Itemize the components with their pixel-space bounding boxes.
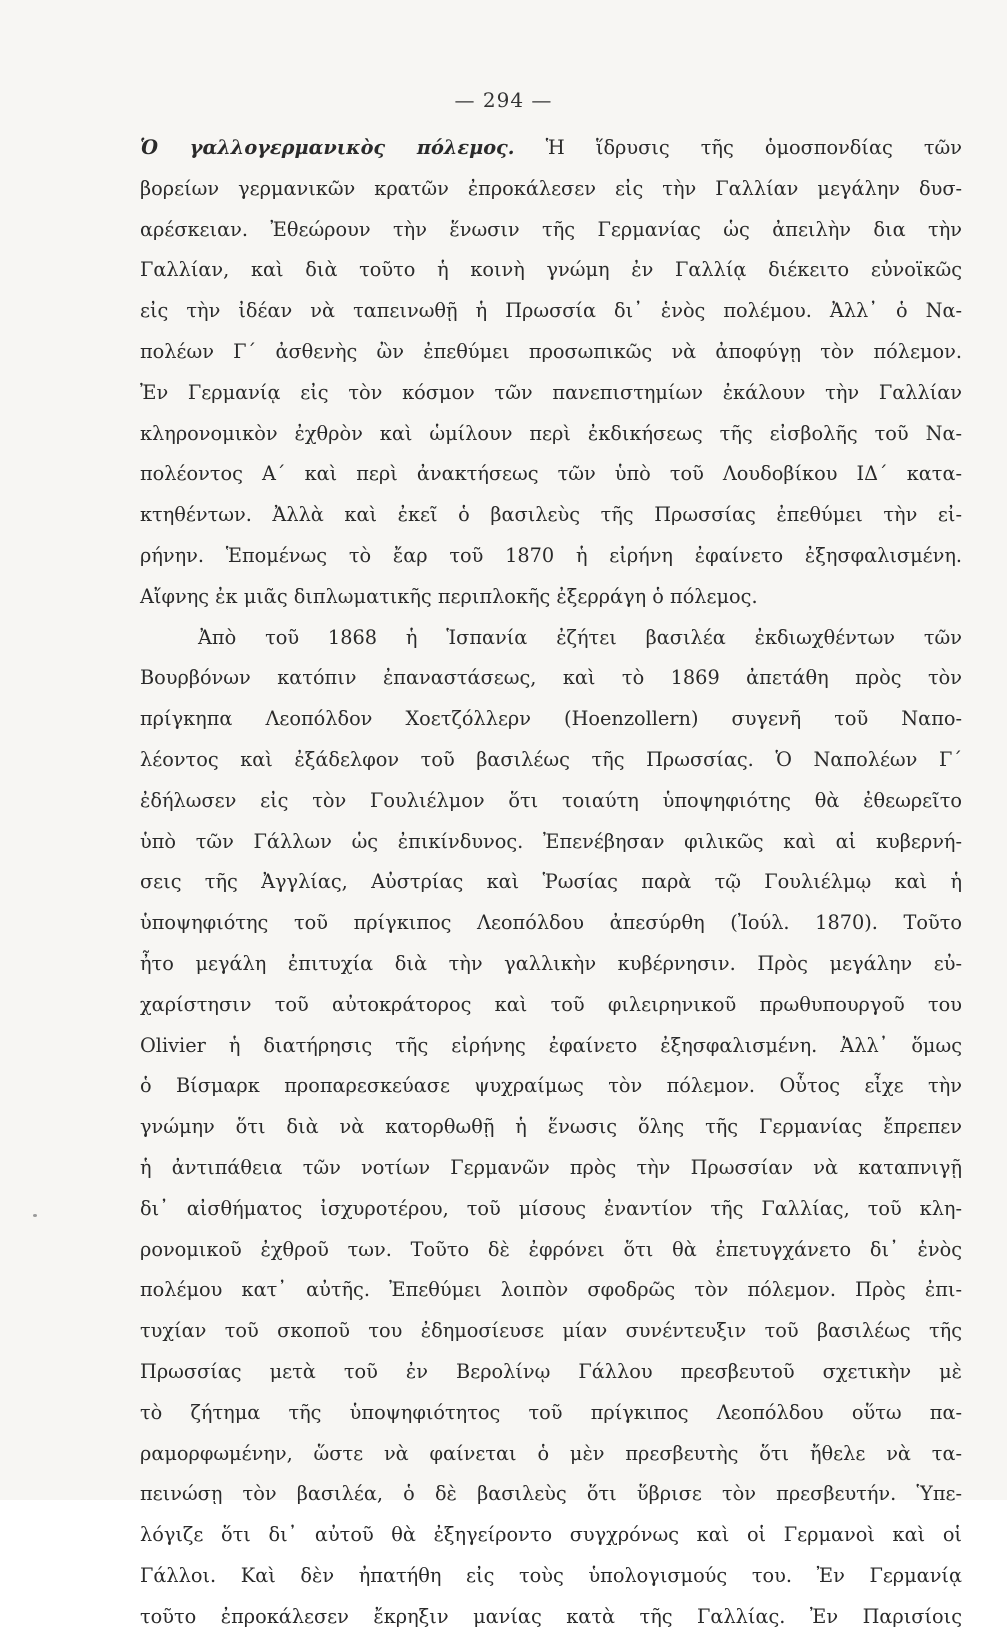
text-line: Γάλλοι. Καὶ δὲν ἠπατήθη εἰς τοὺς ὑπολογισμούς του. Ἐν Γερμανίᾳ: [140, 1563, 962, 1587]
text-line: ὑπὸ τῶν Γάλλων ὡς ἐπικίνδυνος. Ἐπενέβησαν φιλικῶς καὶ αἱ κυβερνή-: [140, 829, 962, 853]
text-line: γνώμην ὅτι διὰ νὰ κατορθωθῇ ἡ ἕνωσις ὅλης τῆς Γερμανίας ἔπρεπεν: [140, 1115, 962, 1139]
text-line: πολέων Γ´ ἀσθενὴς ὢν ἐπεθύμει προσωπικῶς νὰ ἀποφύγῃ τὸν πόλεμον.: [140, 339, 962, 363]
text-line: Βουρβόνων κατόπιν ἐπαναστάσεως, καὶ τὸ 1869 ἀπετάθη πρὸς τὸν: [140, 666, 962, 690]
text-line: σεις τῆς Ἀγγλίας, Αὐστρίας καὶ Ῥωσίας παρὰ τῷ Γουλιέλμῳ καὶ ἡ: [140, 870, 962, 894]
text-line: πολέοντος Α´ καὶ περὶ ἀνακτήσεως τῶν ὑπὸ τοῦ Λουδοβίκου ΙΔ´ κατα-: [140, 462, 962, 486]
text-line: ἦτο μεγάλη ἐπιτυχία διὰ τὴν γαλλικὴν κυβέρνησιν. Πρὸς μεγάλην εὐ-: [140, 951, 962, 975]
text-line: δι᾿ αἰσθήματος ἰσχυροτέρου, τοῦ μίσους ἐναντίον τῆς Γαλλίας, τοῦ κλη-: [140, 1196, 962, 1220]
text-line: λέοντος καὶ ἐξάδελφον τοῦ βασιλέως τῆς Πρωσσίας. Ὁ Ναπολέων Γ´: [140, 747, 962, 771]
text-line: εἰς τὴν ἰδέαν νὰ ταπεινωθῇ ἡ Πρωσσία δι᾿ ἑνὸς πολέμου. Ἀλλ᾿ ὁ Να-: [140, 299, 962, 323]
body-text: [140, 128, 962, 1637]
text-line: πεινώσῃ τὸν βασιλέα, ὁ δὲ βασιλεὺς ὅτι ὕβρισε τὸν πρεσβευτήν. Ὑπε-: [140, 1482, 962, 1506]
text-line: Πρωσσίας μετὰ τοῦ ἐν Βερολίνῳ Γάλλου πρεσβευτοῦ σχετικὴν μὲ: [140, 1359, 962, 1383]
text-line: κτηθέντων. Ἀλλὰ καὶ ἐκεῖ ὁ βασιλεὺς τῆς Πρωσσίας ἐπεθύμει τὴν εἰ-: [140, 503, 962, 527]
text-line: ρήνην. Ἑπομένως τὸ ἔαρ τοῦ 1870 ἡ εἰρήνη ἐφαίνετο ἐξησφαλισμένη.: [140, 543, 962, 567]
text-line: ραμορφωμένην, ὥστε νὰ φαίνεται ὁ μὲν πρεσβευτὴς ὅτι ἤθελε νὰ τα-: [140, 1441, 962, 1465]
text-line: ὁ Βίσμαρκ προπαρεσκεύασε ψυχραίμως τὸν πόλεμον. Οὗτος εἶχε τὴν: [140, 1074, 962, 1098]
text-line: λόγιζε ὅτι δι᾿ αὐτοῦ θὰ ἐξηγείροντο συγχρόνως καὶ οἱ Γερμανοὶ καὶ οἱ: [140, 1523, 962, 1547]
text-line: Αἴφνης ἐκ μιᾶς διπλωματικῆς περιπλοκῆς ἐξερράγη ὁ πόλεμος.: [140, 584, 758, 608]
text-line: Olivier ἡ διατήρησις τῆς εἰρήνης ἐφαίνετο ἐξησφαλισμένη. Ἀλλ᾿ ὅμως: [140, 1033, 962, 1057]
text-line: τοῦτο ἐπροκάλεσεν ἔκρηξιν μανίας κατὰ τῆς Γαλλίας. Ἐν Παρισίοις: [140, 1604, 962, 1628]
section-heading: Ὁ γαλλογερμανικὸς πόλεμος.: [140, 136, 515, 159]
text-line: πρίγκηπα Λεοπόλδον Χοετζόλλερν (Hoenzollern) συγενῆ τοῦ Ναπο-: [140, 707, 962, 731]
text-line: ἐδήλωσεν εἰς τὸν Γουλιέλμον ὅτι τοιαύτη ὑποψηφιότης θὰ ἐθεωρεῖτο: [140, 788, 962, 812]
text-line: ὑποψηφιότης τοῦ πρίγκιπος Λεοπόλδου ἀπεσύρθη (Ἰούλ. 1870). Τοῦτο: [140, 911, 962, 935]
text-line: αρέσκειαν. Ἐθεώρουν τὴν ἕνωσιν τῆς Γερμανίας ὡς ἀπειλὴν δια τὴν: [140, 217, 962, 241]
text-line: ρονομικοῦ ἐχθροῦ των. Τοῦτο δὲ ἐφρόνει ὅτι θὰ ἐπετυγχάνετο δι᾿ ἑνὸς: [140, 1237, 962, 1261]
text-line: τυχίαν τοῦ σκοποῦ του ἐδημοσίευσε μίαν συνέντευξιν τοῦ βασιλέως τῆς: [140, 1319, 962, 1343]
text-line: Ἀπὸ τοῦ 1868 ἡ Ἱσπανία ἐζήτει βασιλέα ἐκδιωχθέντων τῶν: [198, 625, 962, 649]
text-line: χαρίστησιν τοῦ αὐτοκράτορος καὶ τοῦ φιλειρηνικοῦ πρωθυπουργοῦ του: [140, 992, 962, 1016]
text-line: κληρονομικὸν ἐχθρὸν καὶ ὡμίλουν περὶ ἐκδικήσεως τῆς εἰσβολῆς τοῦ Να-: [140, 421, 962, 445]
text-line: βορείων γερμανικῶν κρατῶν ἐπροκάλεσεν εἰς τὴν Γαλλίαν μεγάλην δυσ-: [140, 176, 962, 200]
text-line: Ἐν Γερμανίᾳ εἰς τὸν κόσμον τῶν πανεπιστημίων ἐκάλουν τὴν Γαλλίαν: [140, 380, 962, 404]
print-speck: [33, 1214, 37, 1217]
text-line: πολέμου κατ᾿ αὐτῆς. Ἐπεθύμει λοιπὸν σφοδρῶς τὸν πόλεμον. Πρὸς ἐπι-: [140, 1278, 962, 1302]
text-line: τὸ ζήτημα τῆς ὑποψηφιότητος τοῦ πρίγκιπος Λεοπόλδου οὕτω πα-: [140, 1400, 962, 1424]
text-line: ἡ ἀντιπάθεια τῶν νοτίων Γερμανῶν πρὸς τὴν Πρωσσίαν νὰ καταπνιγῇ: [140, 1155, 962, 1179]
page-number: — 294 —: [454, 88, 553, 112]
text-line: Γαλλίαν, καὶ διὰ τοῦτο ἡ κοινὴ γνώμη ἐν Γαλλίᾳ διέκειτο εὐνοϊκῶς: [140, 258, 962, 282]
text-line: Ὁ γαλλογερμανικὸς πόλεμος. Ἡ ἵδρυσις τῆς ὁμοσπονδίας τῶν: [140, 136, 962, 159]
